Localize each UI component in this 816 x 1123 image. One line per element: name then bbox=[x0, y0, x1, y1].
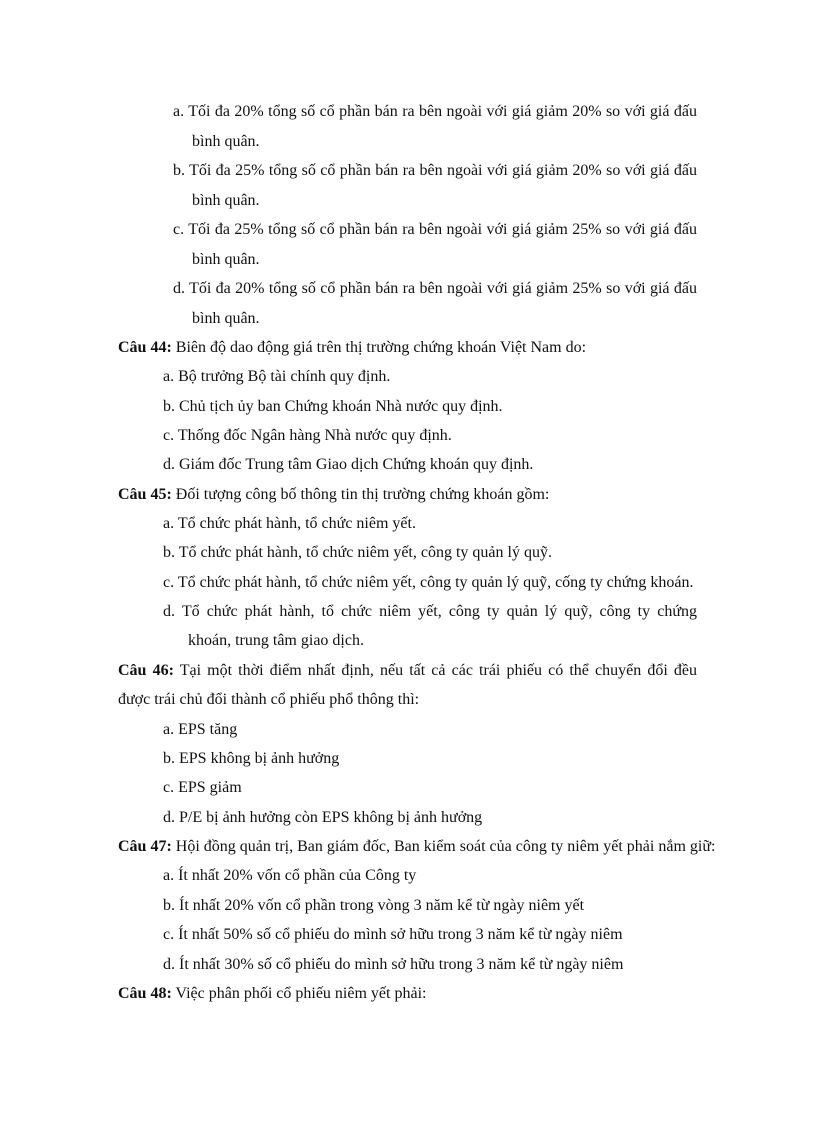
q44-option-d: d. Giám đốc Trung tâm Giao dịch Chứng khoán quy định. bbox=[163, 456, 534, 473]
question-text: Biên độ dao động giá trên thị trường chứng khoán Việt Nam do: bbox=[171, 339, 587, 356]
top-option-b: b. Tối đa 25% tổng số cổ phần bán ra bên ngoài với giá giảm 20% so với giá đấu bbox=[173, 162, 697, 179]
question-label: Câu 46: bbox=[118, 662, 174, 679]
question-text: Việc phân phối cổ phiếu niêm yết phải: bbox=[171, 985, 427, 1002]
q44-option-b: b. Chủ tịch ủy ban Chứng khoán Nhà nước quy định. bbox=[163, 398, 503, 415]
top-option-a-cont: bình quân. bbox=[192, 133, 260, 150]
question-label: Câu 48: bbox=[118, 985, 172, 1002]
question-text: Hội đồng quản trị, Ban giám đốc, Ban kiểm soát của công ty niêm yết phải nắm giữ: bbox=[171, 838, 716, 855]
q45-option-d-cont: khoán, trung tâm giao dịch. bbox=[188, 632, 364, 649]
top-option-c-cont: bình quân. bbox=[192, 251, 260, 268]
q46-option-c: c. EPS giảm bbox=[163, 779, 242, 796]
q45-option-b: b. Tổ chức phát hành, tổ chức niêm yết, công ty quản lý quỹ. bbox=[163, 544, 552, 561]
question-45 bbox=[118, 485, 549, 505]
question-label: Câu 47: bbox=[118, 838, 172, 855]
top-option-b-cont: bình quân. bbox=[192, 192, 260, 209]
question-label: Câu 44: bbox=[118, 339, 172, 356]
question-46 bbox=[118, 661, 697, 681]
question-44 bbox=[118, 338, 586, 358]
q46-option-b: b. EPS không bị ảnh hưởng bbox=[163, 750, 340, 767]
question-label: Câu 45: bbox=[118, 486, 172, 503]
q47-option-a: a. Ít nhất 20% vốn cổ phần của Công ty bbox=[163, 867, 417, 884]
q44-option-a: a. Bộ trưởng Bộ tài chính quy định. bbox=[163, 368, 391, 385]
q47-option-b: b. Ít nhất 20% vốn cổ phần trong vòng 3 năm kể từ ngày niêm yết bbox=[163, 897, 585, 914]
q45-option-a: a. Tổ chức phát hành, tổ chức niêm yết. bbox=[163, 515, 416, 532]
q45-option-c: c. Tổ chức phát hành, tổ chức niêm yết, công ty quản lý quỹ, cống ty chứng khoán. bbox=[163, 574, 694, 591]
top-option-d: d. Tối đa 20% tổng số cổ phần bán ra bên ngoài với giá giảm 25% so với giá đấu bbox=[173, 280, 697, 297]
q44-option-c: c. Thống đốc Ngân hàng Nhà nước quy định. bbox=[163, 427, 452, 444]
question-47 bbox=[118, 837, 715, 857]
question-text: Đối tượng công bố thông tin thị trường chứng khoán gồm: bbox=[171, 486, 550, 503]
q46-option-d: d. P/E bị ảnh hưởng còn EPS không bị ảnh hưởng bbox=[163, 809, 483, 826]
q47-option-c: c. Ít nhất 50% số cổ phiếu do mình sở hữu trong 3 năm kể từ ngày niêm bbox=[163, 926, 623, 943]
q46-option-a: a. EPS tăng bbox=[163, 721, 238, 738]
top-option-d-cont: bình quân. bbox=[192, 310, 260, 327]
top-option-a: a. Tối đa 20% tổng số cổ phần bán ra bên ngoài với giá giảm 20% so với giá đấu bbox=[173, 103, 697, 120]
q47-option-d: d. Ít nhất 30% số cổ phiếu do mình sở hữu trong 3 năm kể từ ngày niêm bbox=[163, 956, 624, 973]
top-option-c: c. Tối đa 25% tổng số cổ phần bán ra bên ngoài với giá giảm 25% so với giá đấu bbox=[173, 221, 697, 238]
question-text: Tại một thời điểm nhất định, nếu tất cả các trái phiếu có thể chuyển đổi đều bbox=[173, 662, 698, 679]
question-48 bbox=[118, 984, 426, 1004]
question-46-cont: được trái chủ đổi thành cổ phiếu phổ thông thì: bbox=[118, 691, 420, 708]
q45-option-d: d. Tổ chức phát hành, tổ chức niêm yết, công ty quản lý quỹ, công ty chứng bbox=[163, 603, 697, 620]
